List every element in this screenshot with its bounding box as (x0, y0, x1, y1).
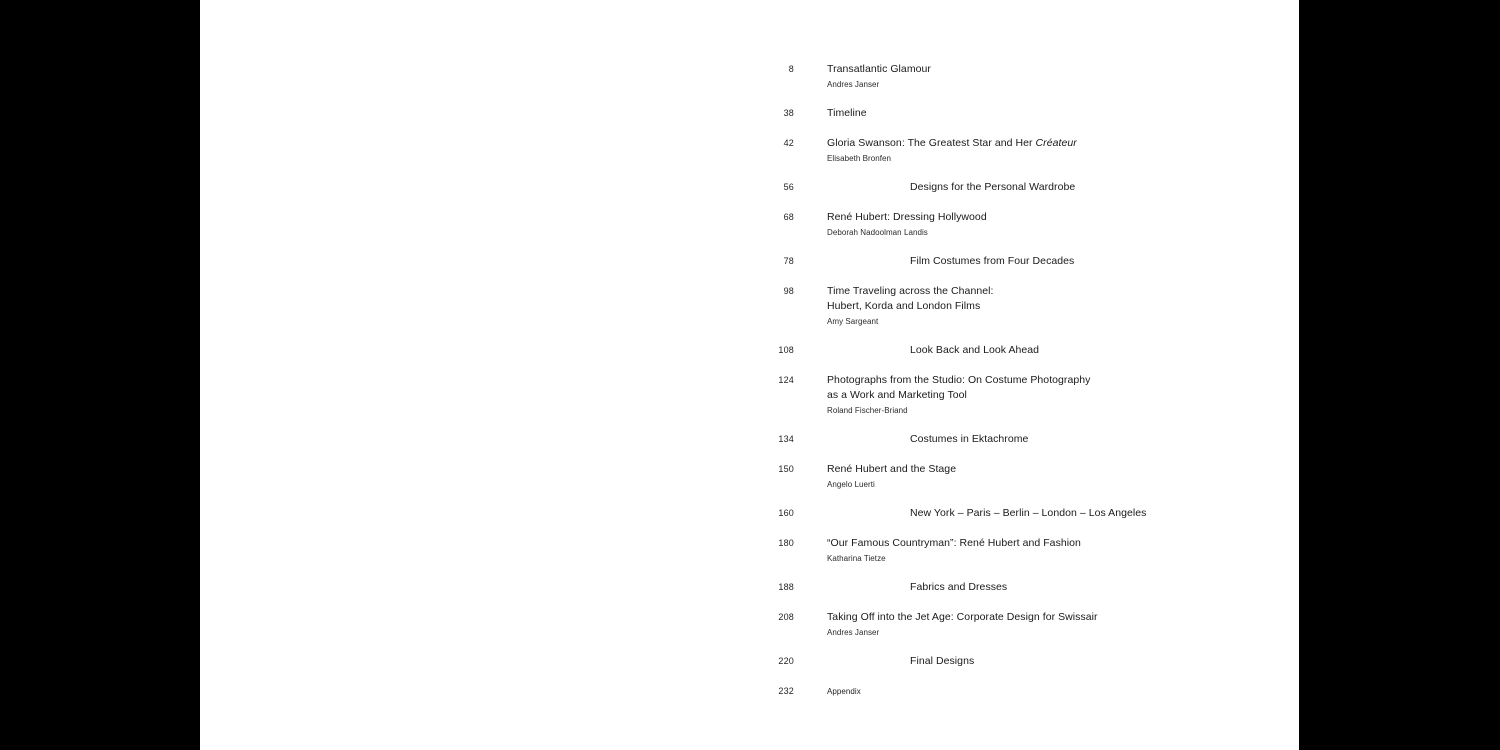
toc-page-number: 42 (783, 138, 794, 148)
toc-page-number: 232 (778, 686, 794, 696)
toc-entry-title (910, 343, 1039, 358)
toc-entry-body (827, 62, 931, 90)
toc-entry-body (910, 343, 1039, 358)
toc-entry-author: Angelo Luerti (827, 480, 875, 489)
toc-list (200, 62, 1299, 715)
toc-entry (200, 106, 1299, 121)
toc-title-segment: Look Back and Look Ahead (910, 343, 1040, 356)
toc-entry-author: Roland Fischer-Briand (827, 406, 908, 415)
toc-page-number: 38 (783, 107, 794, 118)
toc-entry-body (827, 610, 1098, 638)
toc-entry-author: Amy Sargeant (827, 317, 879, 326)
toc-entry-title (827, 610, 1098, 625)
toc-entry-body (827, 462, 956, 490)
toc-entry (200, 610, 1299, 638)
toc-title-segment: Final Designs (910, 654, 975, 667)
toc-title-segment: Hubert, Korda and London Films (827, 300, 981, 312)
toc-title-segment: Timeline (827, 106, 867, 119)
toc-entry-author: Deborah Nadoolman Landis (827, 228, 928, 237)
toc-entry-body (827, 284, 993, 327)
toc-entry (200, 180, 1299, 195)
toc-title-segment: René Hubert and the Stage (827, 463, 957, 475)
toc-entry-body (827, 210, 987, 238)
toc-entry (200, 254, 1299, 269)
toc-entry (200, 284, 1299, 327)
toc-entry-title (910, 180, 1075, 195)
toc-entry-title (827, 462, 956, 477)
toc-entry-author: Andres Janser (827, 80, 880, 89)
toc-title-segment: Film Costumes from Four Decades (910, 254, 1075, 267)
toc-entry-body (910, 180, 1075, 195)
toc-entry-author: Katharina Tietze (827, 554, 886, 563)
toc-entry-title (827, 136, 1077, 151)
toc-entry-body (910, 654, 974, 669)
toc-page-number: 134 (778, 433, 794, 444)
toc-entry-title (827, 284, 993, 299)
toc-entry-title (827, 106, 867, 121)
toc-page-number: 108 (778, 344, 794, 355)
toc-page-number: 160 (778, 507, 794, 518)
toc-title-segment: as a Work and Marketing Tool (827, 389, 967, 401)
toc-entry-body (910, 580, 1007, 595)
toc-entry-title (827, 536, 1081, 551)
toc-entry-body (910, 506, 1146, 521)
toc-page-number: 78 (783, 255, 794, 266)
toc-entry (200, 136, 1299, 164)
toc-entry-body (910, 432, 1028, 447)
toc-title-italic-segment: Créateur (1035, 137, 1077, 149)
toc-entry (200, 684, 1299, 699)
toc-title-segment: Designs for the Personal Wardrobe (910, 180, 1076, 193)
toc-entry-title (827, 373, 1090, 388)
toc-title-segment: Transatlantic Glamour (827, 63, 931, 75)
toc-entry-author: Andres Janser (827, 628, 880, 637)
toc-entry (200, 462, 1299, 490)
toc-entry (200, 373, 1299, 416)
toc-entry (200, 343, 1299, 358)
toc-title-segment: Gloria Swanson: The Greatest Star and Her (827, 137, 1036, 149)
toc-page-number: 208 (778, 612, 794, 622)
toc-title-segment: “Our Famous Countryman”: René Hubert and Fashion (827, 537, 1081, 549)
toc-title-segment: Fabrics and Dresses (910, 580, 1008, 593)
toc-page-number: 220 (778, 655, 794, 666)
toc-entry-title (827, 684, 861, 699)
toc-entry-body (827, 684, 861, 699)
toc-entry-title (910, 432, 1028, 447)
right-black-panel (1299, 0, 1500, 750)
toc-page-number: 98 (783, 286, 794, 296)
toc-entry-title (827, 388, 1090, 403)
toc-entry-body (827, 373, 1090, 416)
toc-entry-body (827, 536, 1081, 564)
toc-entry-title (910, 254, 1074, 269)
toc-title-segment: Appendix (827, 687, 861, 696)
toc-title-segment: Taking Off into the Jet Age: Corporate Design for Swissair (827, 611, 1098, 623)
toc-entry (200, 506, 1299, 521)
toc-entry-body (910, 254, 1074, 269)
toc-entry-body (827, 106, 867, 121)
toc-entry (200, 210, 1299, 238)
toc-page-number: 188 (778, 581, 794, 592)
toc-entry-title (910, 654, 974, 669)
toc-entry (200, 62, 1299, 90)
toc-entry-title (827, 299, 993, 314)
toc-title-segment: New York – Paris – Berlin – London – Los Angeles (910, 506, 1147, 519)
left-black-panel (0, 0, 200, 750)
toc-page-number: 8 (788, 64, 794, 74)
toc-page-number: 68 (783, 212, 794, 222)
toc-entry-title (827, 210, 987, 225)
toc-entry (200, 536, 1299, 564)
toc-entry-body (827, 136, 1077, 164)
toc-entry (200, 432, 1299, 447)
toc-page-number: 150 (778, 464, 794, 474)
toc-entry (200, 580, 1299, 595)
toc-entry-title (910, 580, 1007, 595)
toc-title-segment: René Hubert: Dressing Hollywood (827, 211, 987, 223)
toc-title-segment: Costumes in Ektachrome (910, 432, 1029, 445)
toc-page-number: 124 (778, 375, 794, 385)
toc-entry-author: Elisabeth Bronfen (827, 154, 892, 163)
toc-page-number: 56 (783, 181, 794, 192)
toc-page-number: 180 (778, 538, 794, 548)
toc-title-segment: Time Traveling across the Channel: (827, 285, 994, 297)
toc-title-segment: Photographs from the Studio: On Costume Photography (827, 374, 1091, 386)
toc-entry-title (910, 506, 1146, 521)
toc-entry (200, 654, 1299, 669)
toc-entry-title (827, 62, 931, 77)
